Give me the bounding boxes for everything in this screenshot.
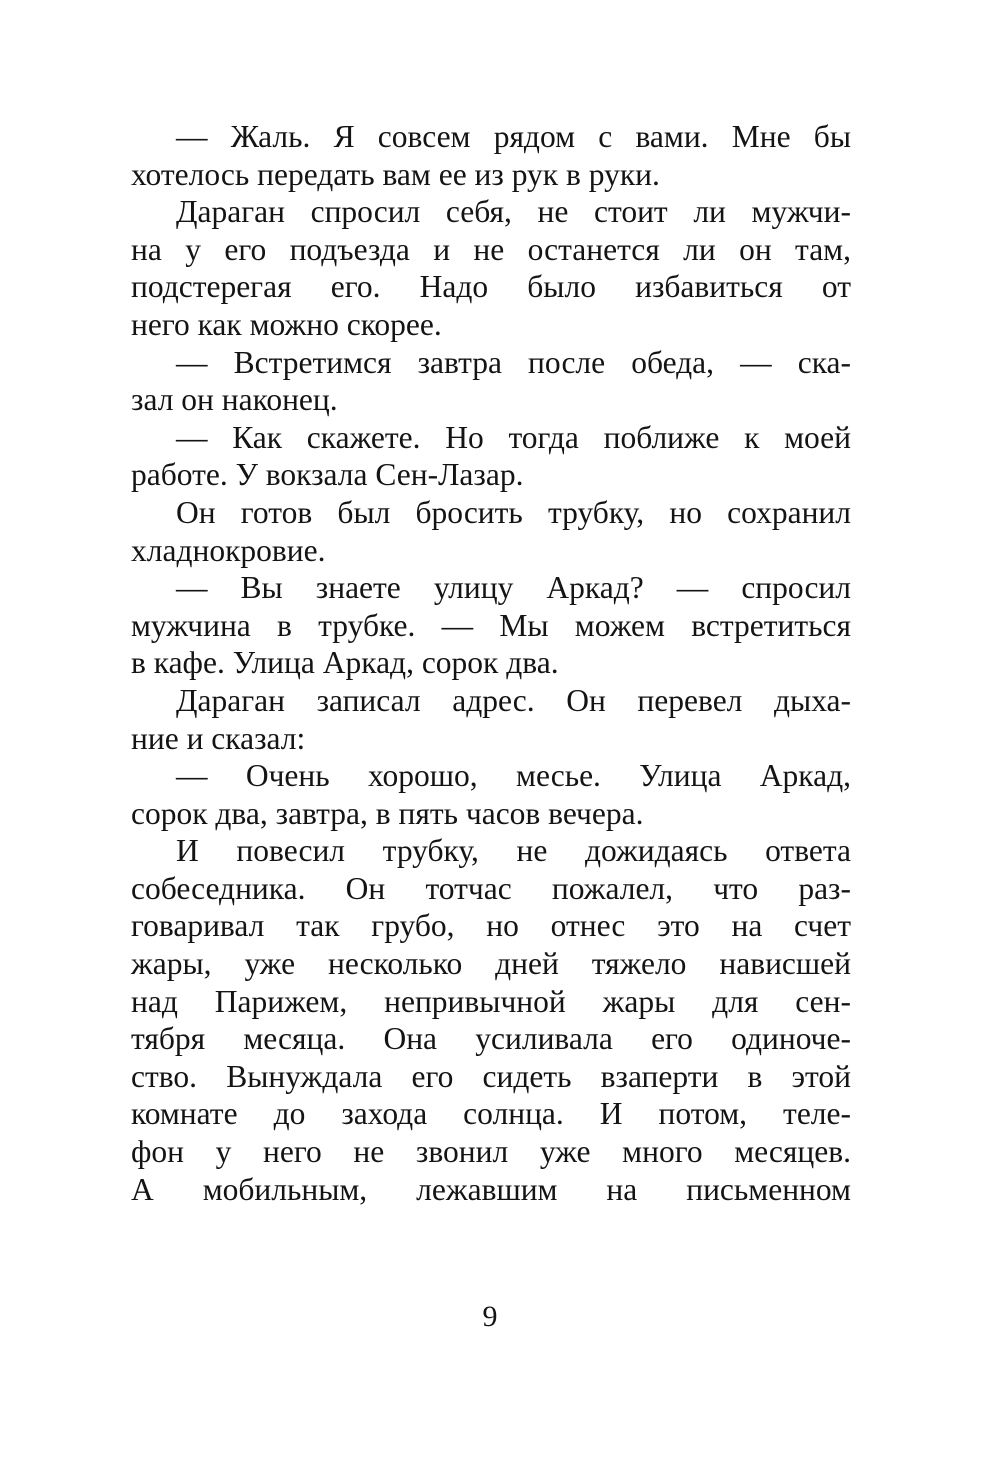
text-line: жары, уже несколько дней тяжело нависшей (131, 946, 851, 982)
text-line: И повесил трубку, не дожидаясь ответа (176, 833, 851, 869)
text-line: него как можно скорее. (131, 306, 442, 342)
text-line: — Очень хорошо, месье. Улица Аркад, (176, 758, 851, 794)
text-line: — Жаль. Я совсем рядом с вами. Мне бы (176, 119, 851, 154)
text-line: Дараган записал адрес. Он перевел дыха- (176, 682, 851, 718)
text-line: Дараган спросил себя, не стоит ли мужчи- (176, 194, 851, 230)
text-line: ние и сказал: (131, 720, 306, 756)
text-line: А мобильным, лежавшим на письменном (131, 1171, 851, 1207)
paragraph (131, 193, 851, 343)
text-line: ство. Вынуждала его сидеть взаперти в этой (131, 1058, 851, 1094)
text-line: — Как скажете. Но тогда поближе к моей (176, 419, 851, 455)
text-line: — Вы знаете улицу Аркад? — спросил (176, 570, 851, 606)
paragraph (131, 494, 851, 569)
text-line: фон у него не звонил уже много месяцев. (131, 1134, 851, 1170)
text-line: зал он наконец. (131, 382, 338, 418)
paragraph (131, 757, 851, 832)
text-line: на у его подъезда и не останется ли он там, (131, 231, 851, 267)
paragraph (131, 419, 851, 494)
text-line: работе. У вокзала Сен-Лазар. (131, 457, 524, 493)
paragraph (131, 682, 851, 757)
text-line: мужчина в трубке. — Мы можем встретиться (131, 607, 851, 643)
page-number: 9 (482, 1300, 498, 1333)
text-line: — Встретимся завтра после обеда, — ска- (176, 344, 851, 380)
paragraph (131, 344, 851, 419)
text-line: сорок два, завтра, в пять часов вечера. (131, 795, 644, 831)
text-line: хотелось передать вам ее из рук в руки. (131, 156, 660, 192)
paragraph (131, 569, 851, 682)
text-line: комнате до захода солнца. И потом, теле- (131, 1096, 851, 1132)
text-line: в кафе. Улица Аркад, сорок два. (131, 645, 559, 681)
text-line: хладнокровие. (131, 532, 326, 568)
text-line: собеседника. Он тотчас пожалел, что раз- (131, 870, 851, 906)
body-text (131, 118, 851, 1208)
text-line: говаривал так грубо, но отнес это на счет (131, 908, 851, 944)
text-line: Он готов был бросить трубку, но сохранил (176, 494, 851, 530)
paragraph (131, 118, 851, 193)
text-line: тября месяца. Она усиливала его одиноче- (131, 1021, 851, 1057)
text-line: над Парижем, непривычной жары для сен- (131, 983, 851, 1019)
paragraph (131, 832, 851, 1208)
text-line: подстерегая его. Надо было избавиться от (131, 269, 851, 305)
